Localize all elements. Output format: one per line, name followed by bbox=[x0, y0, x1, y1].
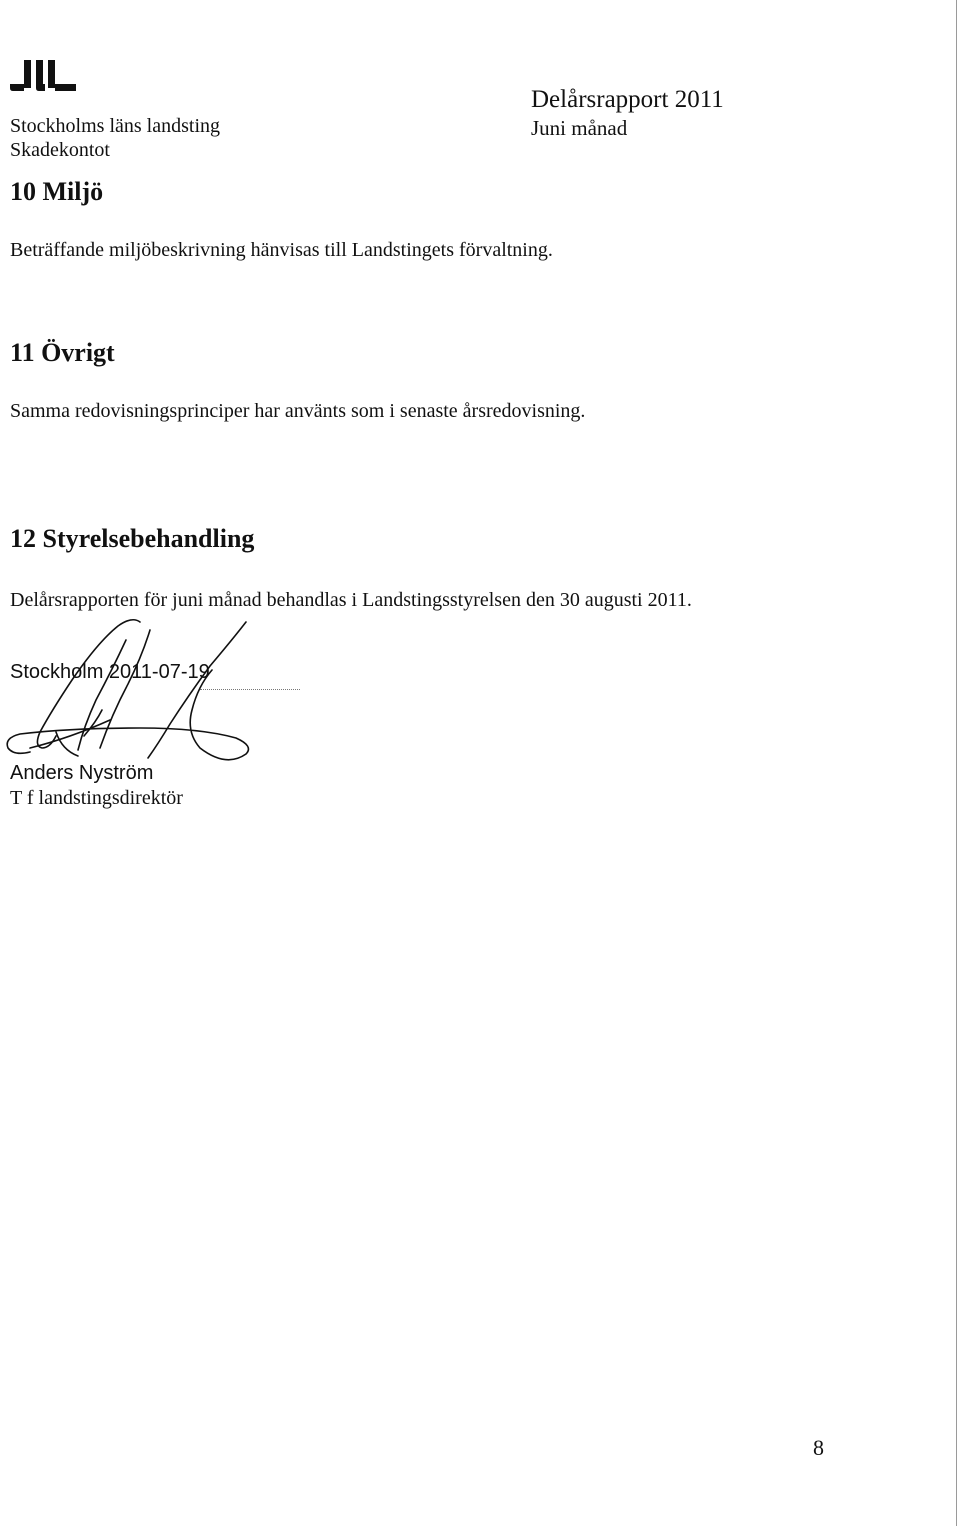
section-heading-ovrigt: 11 Övrigt bbox=[10, 338, 115, 367]
section-text-miljo: Beträffande miljöbeskrivning hänvisas till Landstingets förvaltning. bbox=[10, 239, 553, 261]
report-period: Juni månad bbox=[531, 116, 628, 140]
department-name: Skadekontot bbox=[10, 139, 110, 161]
sll-logo-icon bbox=[10, 58, 80, 98]
page-edge bbox=[956, 0, 957, 1526]
signer-title: T f landstingsdirektör bbox=[10, 787, 183, 809]
section-text-ovrigt: Samma redovisningsprinciper har använts som i senaste årsredovisning. bbox=[10, 400, 586, 422]
section-heading-styrelsebehandling: 12 Styrelsebehandling bbox=[10, 524, 255, 553]
section-text-styrelsebehandling: Delårsrapporten för juni månad behandlas i Landstingsstyrelsen den 30 augusti 2011. bbox=[10, 589, 692, 611]
page-number: 8 bbox=[813, 1435, 824, 1460]
place-and-date: Stockholm 2011-07-19 bbox=[10, 661, 210, 683]
report-title: Delårsrapport 2011 bbox=[531, 86, 724, 113]
organization-name: Stockholms läns landsting bbox=[10, 115, 220, 137]
signer-name: Anders Nyström bbox=[10, 762, 154, 784]
section-heading-miljo: 10 Miljö bbox=[10, 177, 104, 206]
